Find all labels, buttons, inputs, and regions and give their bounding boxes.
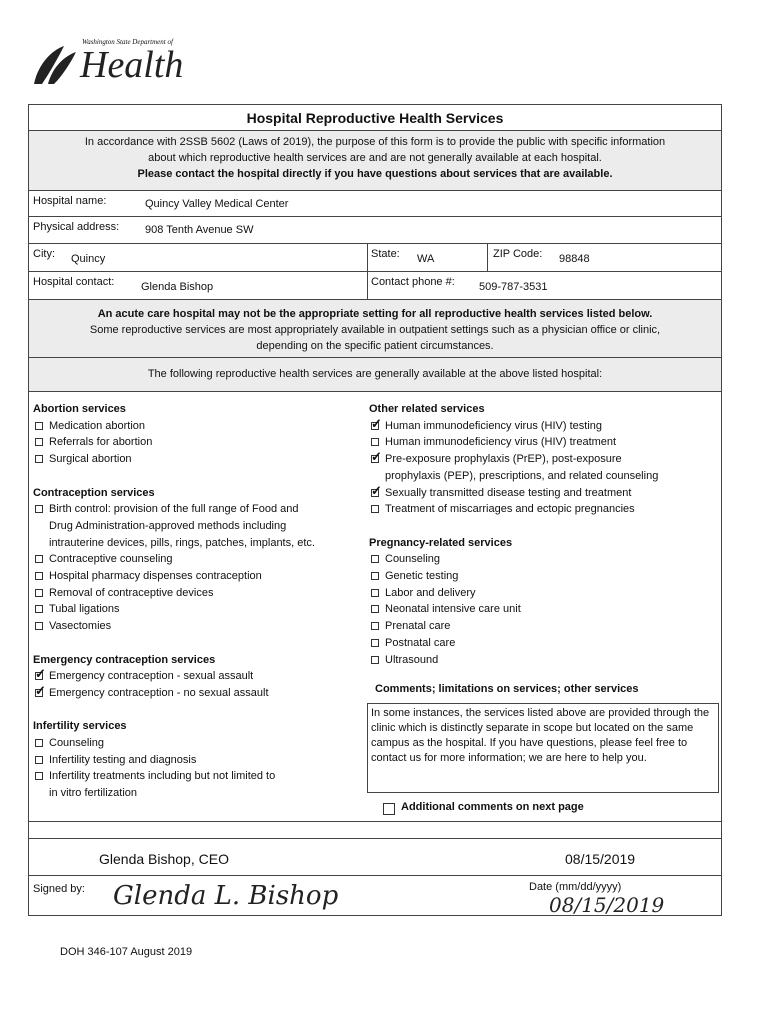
checkbox[interactable]	[371, 505, 379, 513]
checklist-item: Vasectomies	[33, 618, 363, 635]
checkbox[interactable]	[371, 605, 379, 613]
address-label: Physical address:	[33, 221, 120, 233]
additional-comments-option	[381, 799, 584, 815]
checklist-item: Infertility testing and diagnosis	[33, 752, 363, 769]
checkbox[interactable]	[35, 589, 43, 597]
section-heading: Infertility services	[33, 720, 127, 733]
separator-band	[29, 821, 721, 839]
city-field[interactable]: Quincy	[71, 253, 106, 265]
checklist-item: ✓ Sexually transmitted disease testing and treatment	[369, 485, 719, 502]
state-field[interactable]: WA	[417, 253, 435, 265]
right-services-column	[369, 401, 719, 668]
date-label: Date (mm/dd/yyyy)	[529, 881, 622, 893]
comments-heading: Comments; limitations on services; other services	[375, 683, 639, 695]
notice-line-3: depending on the specific patient circumstances.	[256, 340, 494, 352]
acute-care-notice	[29, 300, 721, 358]
checklist-item-continued: prophylaxis (PEP), prescriptions, and related counseling	[385, 469, 659, 482]
hospital-name-field[interactable]: Quincy Valley Medical Center	[145, 198, 289, 210]
checklist-item: Prenatal care	[369, 618, 719, 635]
phone-label: Contact phone #:	[371, 276, 455, 288]
checkbox[interactable]	[35, 772, 43, 780]
checkbox[interactable]	[371, 589, 379, 597]
checklist-item: Treatment of miscarriages and ectopic pregnancies	[369, 501, 719, 518]
checkbox-checked[interactable]	[371, 489, 379, 497]
left-services-column	[33, 401, 363, 802]
form-number: DOH 346-107 August 2019	[60, 946, 193, 958]
checklist-item: ✓ Emergency contraception - no sexual assault	[33, 685, 363, 702]
checkbox-checked[interactable]	[371, 422, 379, 430]
checklist-item: ✓ Human immunodeficiency virus (HIV) testing	[369, 418, 719, 435]
checkbox[interactable]	[371, 639, 379, 647]
intro-line-3: Please contact the hospital directly if you have questions about services that are available.	[137, 168, 613, 180]
checklist-item: Removal of contraceptive devices	[33, 585, 363, 602]
checklist-item: Counseling	[369, 551, 719, 568]
additional-comments-checkbox[interactable]	[383, 803, 395, 815]
reproductive-services-form	[28, 104, 722, 916]
checklist-item: ✓ Emergency contraception - sexual assault	[33, 668, 363, 685]
checklist-item: Labor and delivery	[369, 585, 719, 602]
checkbox[interactable]	[35, 455, 43, 463]
section-heading: Abortion services	[33, 403, 126, 415]
checkbox[interactable]	[35, 555, 43, 563]
checkbox[interactable]	[35, 438, 43, 446]
checklist-item: Postnatal care	[369, 635, 719, 652]
address-field[interactable]: 908 Tenth Avenue SW	[145, 224, 254, 236]
section-heading: Pregnancy-related services	[369, 536, 513, 549]
section-heading: Other related services	[369, 403, 485, 415]
form-intro	[29, 131, 721, 191]
intro-line-1: In accordance with 2SSB 5602 (Laws of 2019), the purpose of this form is to provide the public with specific information	[84, 136, 666, 148]
zip-label: ZIP Code:	[493, 248, 543, 260]
signed-by-label: Signed by:	[33, 883, 85, 895]
zip-field[interactable]: 98848	[559, 253, 590, 265]
checkbox[interactable]	[35, 422, 43, 430]
doh-logo	[30, 26, 190, 88]
divider	[367, 272, 368, 299]
checklist-item: Referrals for abortion	[33, 434, 363, 451]
checklist-item: Birth control: provision of the full range of Food and	[33, 501, 363, 518]
contact-row	[29, 272, 721, 300]
state-label: State:	[371, 248, 400, 260]
checkbox[interactable]	[35, 622, 43, 630]
available-services-heading: The following reproductive health services are generally available at the above listed hospital:	[29, 358, 721, 392]
checkbox[interactable]	[371, 572, 379, 580]
checkbox-checked[interactable]	[371, 455, 379, 463]
checkbox[interactable]	[35, 756, 43, 764]
checkbox[interactable]	[371, 555, 379, 563]
comments-textarea[interactable]: In some instances, the services listed above are provided through the clinic which is distinctly separate in scope but located on the same campus as the hospital. If you have questions, please feel free to contact us for more information; we are here to help you.	[367, 703, 719, 793]
notice-line-1: An acute care hospital may not be the appropriate setting for all reproductive health services listed below.	[97, 308, 653, 320]
checklist-item: ✓ Pre-exposure prophylaxis (PrEP), post-exposure	[369, 451, 719, 468]
checklist-item: Hospital pharmacy dispenses contraception	[33, 568, 363, 585]
signature-image: Glenda L. Bishop	[113, 881, 339, 911]
doh-leaf-icon	[30, 44, 80, 86]
checklist-item: Infertility treatments including but not limited to	[33, 768, 363, 785]
checklist-item: Surgical abortion	[33, 451, 363, 468]
checkbox[interactable]	[371, 656, 379, 664]
checklist-item: Ultrasound	[369, 652, 719, 669]
hospital-name-label: Hospital name:	[33, 195, 107, 207]
intro-line-2: about which reproductive health services are and are not generally available at each hospital.	[148, 152, 602, 164]
checklist-item: Genetic testing	[369, 568, 719, 585]
checklist-item: Neonatal intensive care unit	[369, 601, 719, 618]
printed-name: Glenda Bishop, CEO	[99, 851, 229, 867]
section-heading: Emergency contraception services	[33, 653, 216, 666]
form-title: Hospital Reproductive Health Services	[29, 105, 721, 131]
hospital-name-row	[29, 191, 721, 217]
checklist-item: Contraceptive counseling	[33, 551, 363, 568]
checkbox[interactable]	[35, 572, 43, 580]
section-heading: Contraception services	[33, 486, 155, 499]
address-row	[29, 217, 721, 244]
printed-date: 08/15/2019	[565, 851, 636, 867]
checklist-item-continued: in vitro fertilization	[49, 787, 138, 800]
city-state-zip-row	[29, 244, 721, 272]
checklist-item-continued: Drug Administration-approved methods including	[49, 519, 287, 532]
phone-field[interactable]: 509-787-3531	[479, 281, 548, 293]
checkbox-checked[interactable]	[35, 689, 43, 697]
department-name: Washington State Department of	[82, 38, 173, 46]
checklist-item-continued: intrauterine devices, pills, rings, patches, implants, etc.	[49, 536, 315, 549]
city-label: City:	[33, 248, 55, 260]
checkbox-checked[interactable]	[35, 672, 43, 680]
additional-comments-label: Additional comments on next page	[401, 801, 584, 813]
checklist-item: Human immunodeficiency virus (HIV) treatment	[369, 434, 719, 451]
divider	[487, 244, 488, 271]
checklist-item: Counseling	[33, 735, 363, 752]
agency-name: Health	[80, 44, 184, 86]
checkbox[interactable]	[35, 605, 43, 613]
checkbox[interactable]	[35, 739, 43, 747]
checkbox[interactable]	[371, 622, 379, 630]
checkbox[interactable]	[371, 438, 379, 446]
contact-field[interactable]: Glenda Bishop	[141, 281, 214, 293]
checkbox[interactable]	[35, 505, 43, 513]
notice-line-2: Some reproductive services are most appropriately available in outpatient settings such as a physician office or clinic,	[89, 324, 661, 336]
divider	[29, 875, 721, 876]
handwritten-date: 08/15/2019	[549, 893, 665, 917]
contact-label: Hospital contact:	[33, 276, 115, 288]
divider	[367, 244, 368, 271]
checklist-item: Medication abortion	[33, 418, 363, 435]
checklist-item: Tubal ligations	[33, 601, 363, 618]
